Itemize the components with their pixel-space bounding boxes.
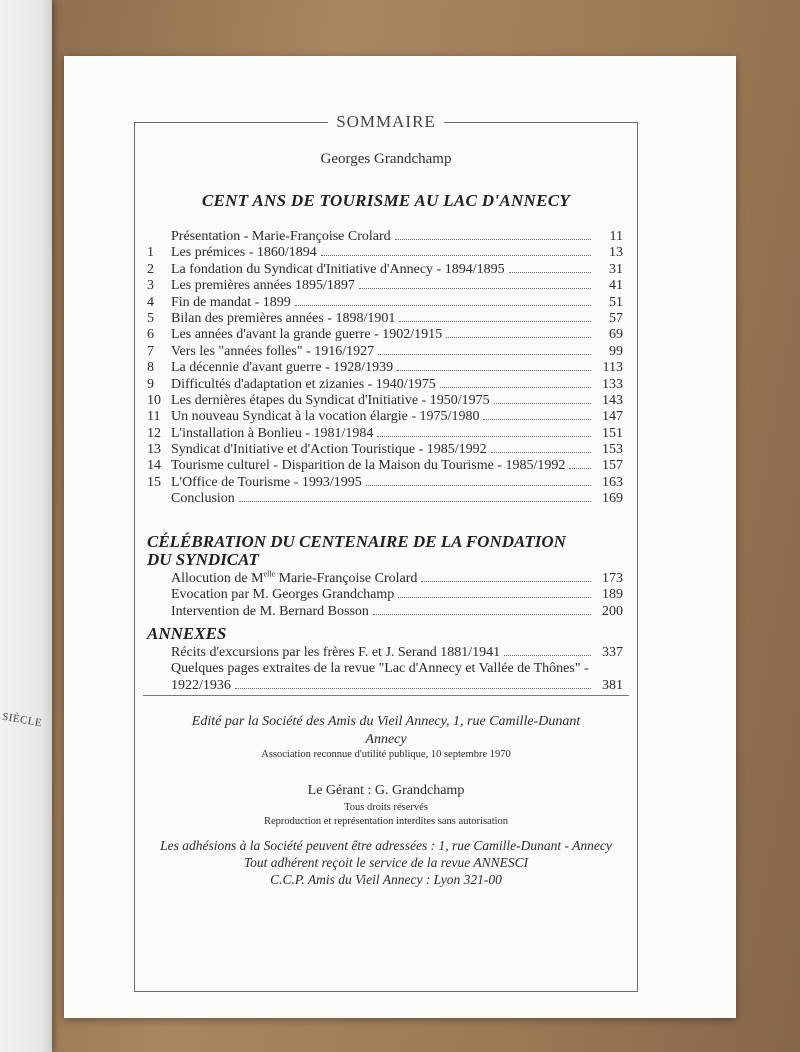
toc-entry: [147, 604, 623, 620]
main-title: CENT ANS DE TOURISME AU LAC D'ANNECY: [201, 191, 571, 210]
toc-entry: [147, 344, 623, 360]
toc-entry-page: 151: [602, 425, 623, 441]
toc-entry-page: 153: [602, 442, 623, 458]
toc-entry: [147, 377, 623, 393]
toc-entry-page: 69: [609, 327, 623, 343]
dot-leader: [399, 321, 591, 322]
toc-entry-page: 51: [609, 294, 623, 310]
dot-leader: [494, 403, 591, 404]
toc-entry-number: 2: [147, 261, 154, 277]
toc-entry-page: 31: [609, 261, 623, 277]
toc-entry-page: 189: [602, 587, 623, 603]
dot-leader: [359, 288, 591, 289]
toc-entry-number: 14: [147, 458, 161, 474]
toc-entry-title: Les dernières étapes du Syndicat d'Initiative - 1950/1975: [171, 392, 490, 408]
toc-entry-title: L'installation à Bonlieu - 1981/1984: [171, 425, 374, 441]
toc-entry-title: Intervention de M. Bernard Bosson: [171, 603, 369, 619]
toc-entry-title: Difficultés d'adaptation et zizanies - 1940/1975: [171, 376, 436, 392]
toc-entry: [147, 458, 623, 474]
dot-leader: [239, 501, 591, 502]
dot-leader: [378, 354, 591, 355]
toc-entry-title: L'Office de Tourisme - 1993/1995: [171, 474, 362, 490]
dot-leader: [569, 468, 591, 469]
toc-entry-number: 9: [147, 376, 154, 392]
gerant-text: Le Gérant : G. Grandchamp: [307, 783, 465, 798]
dot-leader: [509, 272, 591, 273]
dot-leader: [295, 305, 591, 306]
publisher-text: Edité par la Société des Amis du Vieil Annecy, 1, rue Camille-Dunant Annecy: [191, 714, 581, 747]
toc-entry-number: 11: [147, 409, 161, 425]
toc-entry: [147, 409, 623, 425]
toc-entry-line: Quelques pages extraites de la revue "Lac d'Annecy et Vallée de Thônes" -: [171, 661, 589, 677]
toc-entry: [147, 491, 623, 507]
dot-leader: [483, 419, 591, 420]
toc-entry-title: Présentation - Marie-Françoise Crolard: [171, 229, 391, 244]
dot-leader: [321, 255, 591, 256]
sommaire-heading: SOMMAIRE: [135, 112, 637, 132]
toc-entry-title: Fin de mandat - 1899: [171, 294, 291, 310]
toc-entry-page: 163: [602, 474, 623, 490]
toc-entry-page: 147: [602, 409, 623, 425]
toc-celebration-list: [147, 571, 623, 620]
divider: [143, 695, 629, 696]
toc-entry-title: Conclusion: [171, 491, 235, 507]
dot-leader: [395, 239, 591, 240]
adhesions-text: Les adhésions à la Société peuvent être adressées : 1, rue Camille-Dunant - Annecy Tout adhérent reçoit le service de la revue ANNESCI C.C.P. Amis du Vieil Annecy : Lyon 321-00: [160, 838, 612, 887]
toc-entry-number: 13: [147, 442, 161, 458]
toc-entry-number: 12: [147, 425, 161, 441]
toc-entry-title: Allocution de $M^{elle}$ Marie-Françoise Crolard: [171, 569, 418, 586]
toc-entry: [147, 475, 623, 491]
toc-entry: [147, 426, 623, 442]
toc-entry: [147, 393, 623, 409]
dot-leader: [397, 370, 591, 371]
toc-entry-number: 10: [147, 392, 161, 408]
toc-entry: Récits d'excursions par les frères F. et J. Serand 1881/1941 337: [171, 645, 623, 660]
dot-leader: [377, 436, 591, 437]
toc-entry: [147, 278, 623, 294]
toc-annexes-list: [147, 645, 623, 694]
toc-entry-page: 169: [602, 491, 623, 507]
toc-entry-page: 57: [609, 310, 623, 326]
toc-entry-title: La décennie d'avant guerre - 1928/1939: [171, 360, 394, 376]
toc-entry: [147, 229, 623, 245]
toc-entry: [147, 360, 623, 376]
toc-entry-number: 1: [147, 245, 154, 261]
dot-leader: [440, 387, 591, 388]
dot-leader: [373, 614, 591, 615]
toc-entry: 1922/1936 381: [171, 677, 623, 693]
dot-leader: [421, 581, 591, 582]
toc-main-list: [147, 229, 623, 508]
toc-entry: [147, 327, 623, 343]
author-name: Georges Grandchamp: [320, 151, 452, 167]
toc-entry-title: Syndicat d'Initiative et d'Action Touristique - 1985/1992: [171, 442, 487, 458]
toc-entry-number: 3: [147, 278, 154, 294]
toc-entry-number: 6: [147, 327, 154, 343]
toc-entry-page: 200: [602, 603, 623, 619]
toc-entry: [147, 245, 623, 261]
toc-entry-title: Un nouveau Syndicat à la vocation élargie - 1975/1980: [171, 409, 480, 425]
toc-entry-page: 157: [602, 458, 623, 474]
document-page: [64, 56, 736, 1018]
toc-entry-number: 7: [147, 343, 154, 359]
toc-entry-page: 11: [609, 229, 623, 244]
toc-entry-number: 8: [147, 360, 154, 376]
toc-entry: [147, 571, 623, 587]
toc-entry-page: 173: [602, 571, 623, 586]
dot-leader: [398, 597, 591, 598]
toc-entry-page: 133: [602, 376, 623, 392]
toc-entry: [147, 442, 623, 458]
toc-entry-title: Les années d'avant la grande guerre - 1902/1915: [171, 327, 443, 343]
toc-entry-title: Tourisme culturel - Disparition de la Maison du Tourisme - 1985/1992: [171, 458, 566, 474]
toc-entry: [147, 587, 623, 603]
spine-text: SIÈCLE: [1, 710, 44, 730]
toc-entry-page: 13: [609, 245, 623, 261]
toc-entry-page: 41: [609, 278, 623, 294]
toc-entry-title: Evocation par M. Georges Grandchamp: [171, 587, 395, 603]
rights-text: Tous droits réservés Reproduction et représentation interdites sans autorisation: [263, 802, 509, 827]
toc-entry-title: Les prémices - 1860/1894: [171, 245, 317, 261]
section-heading-annexes: ANNEXES: [147, 624, 227, 643]
toc-entry-number: 4: [147, 294, 154, 310]
dot-leader: [446, 337, 591, 338]
adjacent-book-page: [0, 0, 52, 1052]
association-text: Association reconnue d'utilité publique, 10 septembre 1970: [261, 749, 511, 760]
toc-entry: [147, 295, 623, 311]
toc-entry-page: 143: [602, 392, 623, 408]
toc-entry-number: 5: [147, 310, 154, 326]
toc-entry: [147, 262, 623, 278]
toc-entry-title: Vers les "années folles" - 1916/1927: [171, 343, 375, 359]
toc-entry-title: Les premières années 1895/1897: [171, 278, 355, 294]
contents-frame: [134, 112, 638, 992]
toc-entry-page: 99: [609, 343, 623, 359]
section-heading-celebration: CÉLÉBRATION DU CENTENAIRE DE LA FONDATION DU SYNDICAT: [147, 532, 566, 569]
dot-leader: [491, 452, 591, 453]
toc-entry-number: 15: [147, 474, 161, 490]
toc-entry-title: La fondation du Syndicat d'Initiative d'Annecy - 1894/1895: [171, 261, 505, 277]
toc-entry: [147, 311, 623, 327]
toc-entry-title: Bilan des premières années - 1898/1901: [171, 310, 396, 326]
dot-leader: [366, 485, 591, 486]
toc-entry-page: 113: [602, 360, 623, 376]
